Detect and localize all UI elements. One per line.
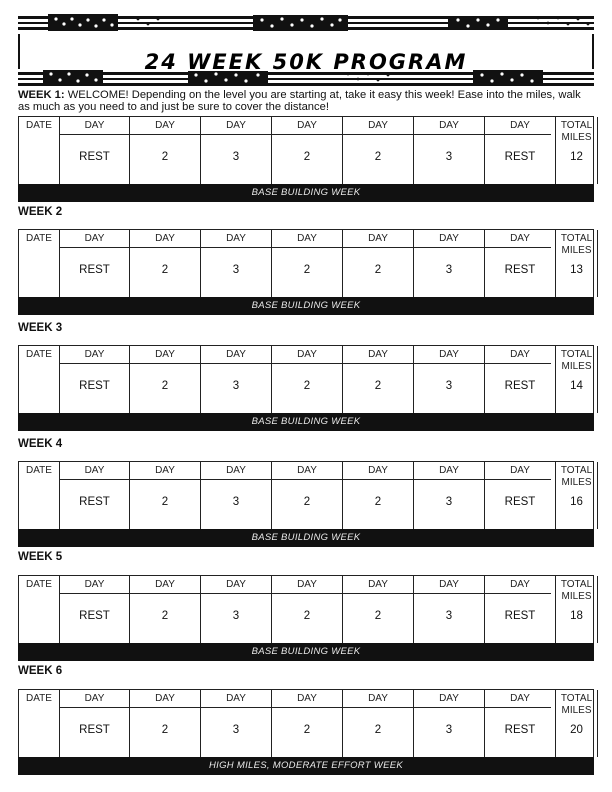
date-header: DATE bbox=[26, 349, 52, 360]
day-miles-value: 3 bbox=[445, 151, 453, 163]
day-cell[interactable] bbox=[201, 230, 272, 297]
day-miles-value: REST bbox=[504, 610, 536, 622]
day-cell[interactable] bbox=[272, 346, 343, 413]
total-miles-cell bbox=[556, 690, 598, 757]
day-header: DAY bbox=[155, 465, 175, 476]
day-miles-value: REST bbox=[79, 264, 110, 276]
day-miles-value: REST bbox=[504, 380, 536, 392]
total-miles-value: 12 bbox=[570, 151, 583, 163]
week-label: WEEK 6 bbox=[18, 665, 63, 677]
header-divider bbox=[60, 134, 551, 135]
total-header bbox=[556, 579, 597, 603]
date-header: DATE bbox=[26, 579, 52, 590]
day-miles-value: 3 bbox=[445, 496, 453, 508]
week-label: WEEK 5 bbox=[18, 551, 63, 563]
day-header: DAY bbox=[84, 233, 105, 244]
day-header: DAY bbox=[226, 233, 246, 244]
day-miles-value: 2 bbox=[161, 151, 169, 163]
day-header: DAY bbox=[226, 693, 246, 704]
day-cell[interactable] bbox=[130, 117, 201, 184]
day-miles-value: 3 bbox=[232, 724, 240, 736]
day-miles-value: 3 bbox=[232, 380, 240, 392]
week-footer-banner: HIGH MILES, MODERATE EFFORT WEEK bbox=[18, 757, 594, 775]
week-label: WEEK 2 bbox=[18, 206, 63, 218]
date-cell[interactable] bbox=[19, 690, 60, 757]
day-header: DAY bbox=[368, 693, 388, 704]
day-cell[interactable] bbox=[414, 690, 485, 757]
total-header-line2: MILES bbox=[561, 477, 592, 488]
day-cell[interactable] bbox=[343, 346, 414, 413]
week-table bbox=[18, 575, 594, 661]
day-cell[interactable] bbox=[60, 230, 130, 297]
header-divider bbox=[60, 593, 551, 594]
day-cell[interactable] bbox=[130, 230, 201, 297]
day-cell[interactable] bbox=[272, 462, 343, 529]
day-miles-value: 2 bbox=[374, 380, 382, 392]
week-grid bbox=[18, 229, 594, 298]
day-cell[interactable] bbox=[414, 462, 485, 529]
day-miles-value: REST bbox=[504, 264, 536, 276]
day-cell[interactable] bbox=[414, 576, 485, 643]
header-divider bbox=[60, 247, 551, 248]
day-cell[interactable] bbox=[130, 690, 201, 757]
day-cell[interactable] bbox=[201, 117, 272, 184]
day-cell[interactable] bbox=[272, 690, 343, 757]
day-header: DAY bbox=[439, 693, 459, 704]
day-cell[interactable] bbox=[414, 230, 485, 297]
day-miles-value: 3 bbox=[445, 380, 453, 392]
day-cell[interactable] bbox=[201, 462, 272, 529]
total-header bbox=[556, 233, 597, 257]
intro-text bbox=[18, 89, 594, 113]
day-cell[interactable] bbox=[343, 117, 414, 184]
day-header: DAY bbox=[155, 693, 175, 704]
day-header: DAY bbox=[439, 579, 459, 590]
total-header-line1: TOTAL bbox=[560, 579, 593, 590]
day-header: DAY bbox=[510, 120, 530, 131]
day-header: DAY bbox=[368, 579, 388, 590]
day-header: DAY bbox=[439, 349, 459, 360]
date-header: DATE bbox=[26, 233, 52, 244]
total-header bbox=[556, 349, 597, 373]
day-miles-value: 2 bbox=[374, 264, 382, 276]
total-header-line2: MILES bbox=[561, 245, 592, 256]
date-header: DATE bbox=[26, 120, 52, 131]
day-header: DAY bbox=[297, 465, 317, 476]
date-cell[interactable] bbox=[19, 462, 60, 529]
day-cell[interactable] bbox=[272, 576, 343, 643]
day-miles-value: REST bbox=[79, 380, 110, 392]
day-miles-value: 3 bbox=[232, 151, 240, 163]
day-header: DAY bbox=[510, 349, 530, 360]
day-cell[interactable] bbox=[201, 576, 272, 643]
total-miles-cell bbox=[556, 462, 598, 529]
week-table bbox=[18, 461, 594, 547]
total-miles-value: 20 bbox=[570, 724, 583, 736]
total-miles-value: 16 bbox=[570, 496, 583, 508]
total-header bbox=[556, 120, 597, 144]
week-grid bbox=[18, 461, 594, 530]
week-table bbox=[18, 689, 594, 775]
day-header: DAY bbox=[368, 120, 388, 131]
week-table bbox=[18, 116, 594, 202]
total-header-line1: TOTAL bbox=[560, 693, 593, 704]
day-cell[interactable] bbox=[485, 346, 556, 413]
day-miles-value: 2 bbox=[161, 496, 169, 508]
day-header: DAY bbox=[84, 349, 105, 360]
day-miles-value: REST bbox=[79, 496, 110, 508]
day-cell[interactable] bbox=[343, 576, 414, 643]
page-title: 24 WEEK 50K PROGRAM bbox=[144, 50, 468, 74]
day-cell[interactable] bbox=[485, 690, 556, 757]
day-miles-value: 2 bbox=[161, 610, 169, 622]
title-banner bbox=[18, 14, 594, 86]
day-cell[interactable] bbox=[60, 576, 130, 643]
total-header-line2: MILES bbox=[561, 705, 592, 716]
day-cell[interactable] bbox=[201, 690, 272, 757]
day-miles-value: 2 bbox=[303, 724, 311, 736]
day-cell[interactable] bbox=[60, 462, 130, 529]
week-label: WEEK 3 bbox=[18, 322, 63, 334]
header-divider bbox=[60, 479, 551, 480]
intro-week-label: WEEK 1: bbox=[18, 89, 65, 101]
total-miles-cell bbox=[556, 117, 598, 184]
day-cell[interactable] bbox=[485, 462, 556, 529]
intro-body: WELCOME! Depending on the level you are starting at, take it easy this week! Ease into the miles, walk as much as you need to and just be sure to cover the distance! bbox=[18, 89, 581, 113]
day-cell[interactable] bbox=[343, 230, 414, 297]
day-cell[interactable] bbox=[130, 576, 201, 643]
total-header-line1: TOTAL bbox=[560, 233, 593, 244]
week-grid bbox=[18, 575, 594, 644]
day-miles-value: 3 bbox=[445, 724, 453, 736]
day-miles-value: 3 bbox=[232, 610, 240, 622]
week-footer-banner: BASE BUILDING WEEK bbox=[18, 529, 594, 547]
total-header-line2: MILES bbox=[561, 361, 592, 372]
day-cell[interactable] bbox=[60, 690, 130, 757]
week-label: WEEK 4 bbox=[18, 438, 63, 450]
day-cell[interactable] bbox=[485, 576, 556, 643]
total-miles-cell bbox=[556, 230, 598, 297]
day-header: DAY bbox=[84, 693, 105, 704]
total-miles-value: 18 bbox=[570, 610, 583, 622]
day-header: DAY bbox=[439, 120, 459, 131]
week-grid bbox=[18, 689, 594, 758]
day-miles-value: REST bbox=[79, 151, 110, 163]
week-table bbox=[18, 229, 594, 315]
day-header: DAY bbox=[155, 120, 175, 131]
date-cell[interactable] bbox=[19, 230, 60, 297]
day-miles-value: 3 bbox=[445, 264, 453, 276]
day-cell[interactable] bbox=[414, 117, 485, 184]
day-header: DAY bbox=[368, 233, 388, 244]
week-grid bbox=[18, 345, 594, 414]
date-cell[interactable] bbox=[19, 346, 60, 413]
date-cell[interactable] bbox=[19, 576, 60, 643]
week-footer-banner: BASE BUILDING WEEK bbox=[18, 184, 594, 202]
day-cell[interactable] bbox=[201, 346, 272, 413]
total-header-line1: TOTAL bbox=[560, 349, 593, 360]
week-footer-banner: BASE BUILDING WEEK bbox=[18, 643, 594, 661]
header-divider bbox=[60, 363, 551, 364]
day-cell[interactable] bbox=[60, 346, 130, 413]
day-header: DAY bbox=[297, 349, 317, 360]
day-cell[interactable] bbox=[130, 346, 201, 413]
date-header: DATE bbox=[26, 465, 52, 476]
day-miles-value: 2 bbox=[374, 151, 382, 163]
day-miles-value: REST bbox=[504, 724, 536, 736]
total-header-line2: MILES bbox=[561, 132, 592, 143]
day-header: DAY bbox=[368, 349, 388, 360]
day-header: DAY bbox=[510, 233, 530, 244]
day-header: DAY bbox=[155, 579, 175, 590]
day-header: DAY bbox=[510, 579, 530, 590]
day-header: DAY bbox=[368, 465, 388, 476]
day-miles-value: REST bbox=[504, 151, 536, 163]
header-divider bbox=[60, 707, 551, 708]
week-grid bbox=[18, 116, 594, 185]
day-cell[interactable] bbox=[272, 230, 343, 297]
day-header: DAY bbox=[510, 465, 530, 476]
total-miles-value: 13 bbox=[570, 264, 583, 276]
total-header-line2: MILES bbox=[561, 591, 592, 602]
week-footer-banner: BASE BUILDING WEEK bbox=[18, 413, 594, 431]
day-miles-value: 2 bbox=[161, 724, 169, 736]
day-cell[interactable] bbox=[485, 117, 556, 184]
day-header: DAY bbox=[297, 233, 317, 244]
day-cell[interactable] bbox=[343, 462, 414, 529]
day-header: DAY bbox=[226, 120, 246, 131]
total-miles-cell bbox=[556, 346, 598, 413]
day-header: DAY bbox=[226, 579, 246, 590]
day-miles-value: 2 bbox=[303, 496, 311, 508]
day-miles-value: 2 bbox=[303, 264, 311, 276]
day-cell[interactable] bbox=[60, 117, 130, 184]
week-footer-banner: BASE BUILDING WEEK bbox=[18, 297, 594, 315]
day-miles-value: REST bbox=[79, 724, 110, 736]
day-miles-value: 3 bbox=[232, 496, 240, 508]
day-header: DAY bbox=[155, 349, 175, 360]
day-cell[interactable] bbox=[343, 690, 414, 757]
week-table bbox=[18, 345, 594, 431]
day-miles-value: 3 bbox=[232, 264, 240, 276]
day-cell[interactable] bbox=[414, 346, 485, 413]
day-miles-value: 3 bbox=[445, 610, 453, 622]
total-header-line1: TOTAL bbox=[560, 120, 593, 131]
day-header: DAY bbox=[297, 579, 317, 590]
date-cell[interactable] bbox=[19, 117, 60, 184]
day-miles-value: 2 bbox=[374, 496, 382, 508]
day-header: DAY bbox=[439, 233, 459, 244]
total-header bbox=[556, 465, 597, 489]
day-miles-value: 2 bbox=[303, 151, 311, 163]
total-header-line1: TOTAL bbox=[560, 465, 593, 476]
day-header: DAY bbox=[510, 693, 530, 704]
day-header: DAY bbox=[297, 693, 317, 704]
day-miles-value: 2 bbox=[303, 610, 311, 622]
day-cell[interactable] bbox=[485, 230, 556, 297]
day-header: DAY bbox=[297, 120, 317, 131]
day-miles-value: 2 bbox=[374, 724, 382, 736]
day-header: DAY bbox=[226, 349, 246, 360]
day-miles-value: REST bbox=[79, 610, 110, 622]
day-header: DAY bbox=[84, 465, 105, 476]
day-header: DAY bbox=[439, 465, 459, 476]
day-miles-value: 2 bbox=[374, 610, 382, 622]
date-header: DATE bbox=[26, 693, 52, 704]
total-miles-value: 14 bbox=[570, 380, 583, 392]
day-header: DAY bbox=[155, 233, 175, 244]
day-miles-value: 2 bbox=[161, 264, 169, 276]
day-header: DAY bbox=[226, 465, 246, 476]
day-cell[interactable] bbox=[130, 462, 201, 529]
day-miles-value: 2 bbox=[303, 380, 311, 392]
day-miles-value: REST bbox=[504, 496, 536, 508]
day-miles-value: 2 bbox=[161, 380, 169, 392]
day-header: DAY bbox=[84, 120, 105, 131]
total-header bbox=[556, 693, 597, 717]
total-miles-cell bbox=[556, 576, 598, 643]
day-cell[interactable] bbox=[272, 117, 343, 184]
day-header: DAY bbox=[84, 579, 105, 590]
